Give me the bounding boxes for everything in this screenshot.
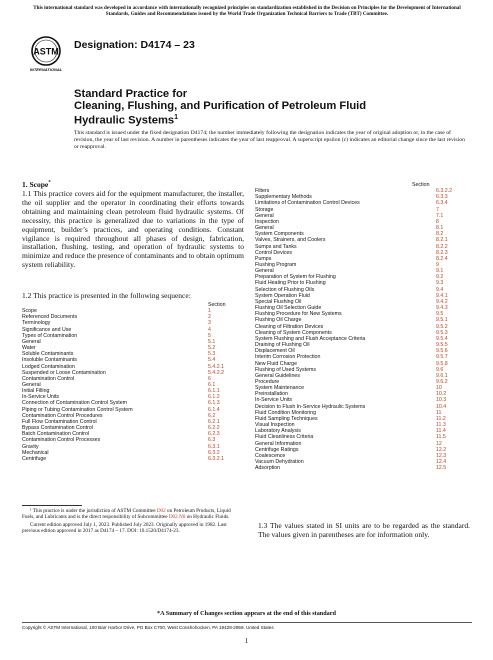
toc-title: Contamination Control Procedures (22, 412, 103, 419)
toc-title: General (22, 338, 41, 345)
toc-title: Vacuum Dehydration (255, 459, 304, 466)
toc-section-link[interactable]: 5.1 (208, 338, 216, 345)
toc-section-link[interactable]: 6.3.1 (208, 443, 220, 450)
paragraph-1-3: 1.3 The values stated in SI units are to be regarded as the standard. The values given in parentheses are for information only. (258, 521, 470, 539)
toc-section-link[interactable]: 8.2.2 (436, 243, 448, 250)
toc-section-link[interactable]: 6.1.2 (208, 394, 220, 401)
toc-title: Laboratory Analysis (255, 428, 301, 435)
toc-title: Scope (22, 308, 37, 315)
astm-logo-icon (28, 35, 64, 73)
scope-heading-sup: * (48, 180, 51, 186)
toc-section-link[interactable]: 12.5 (436, 465, 447, 472)
paragraph-1-1: 1.1 This practice covers aid for the equipment manufacturer, the installer, the oil supplier and the operator in coordinating their efforts towards obtaining and maintaining clean petroleum fluid hydraulic systems. Of necessity, this practice is generalized due to variations in the type of equipment, builder’s practices, and operating conditions. Constant vigilance is required throughout all phases of design, fabrication, installation, flushing, testing, and operation of hydraulic systems to minimize and reduce the presence of contaminants and to obtain optimum system reliability. (22, 189, 245, 270)
toc-title: Valves, Strainers, and Coolers (255, 237, 326, 244)
toc-title: Centrifuge Ratings (255, 446, 299, 453)
toc-title: In-Service Units (22, 394, 60, 401)
toc-section-link[interactable]: 6.3.2 (208, 449, 220, 456)
toc-title: Fluid Sampling Techniques (255, 415, 318, 422)
toc-section-link[interactable]: 8.2.3 (436, 249, 448, 256)
toc-title: Initial Filling (22, 388, 50, 395)
toc-title: Preinstallation (255, 391, 288, 398)
toc-section-link[interactable]: 6.3.4 (436, 200, 448, 207)
toc-row (255, 465, 472, 471)
toc-title: General (255, 212, 274, 219)
toc-title: New Fluid Charge (255, 360, 298, 367)
toc-title: Preparation of System for Flushing (255, 274, 336, 281)
footnote-1 (22, 508, 244, 521)
toc-title: Interim Corrosion Protection (255, 354, 321, 361)
designation: Designation: D4174 – 23 (74, 39, 195, 51)
toc-title: Displacement Oil (255, 348, 295, 355)
toc-section-link[interactable]: 9.4.2 (436, 298, 448, 305)
toc-section-link[interactable]: 12.2 (436, 446, 447, 453)
toc-section-link[interactable]: 7 (436, 206, 439, 213)
toc-section-link[interactable]: 11.3 (436, 422, 446, 429)
toc-title: Suspended or Loose Contamination (22, 369, 106, 376)
toc-section-link[interactable]: 9.5.7 (436, 354, 448, 361)
toc-title: Sumps and Tanks (255, 243, 297, 250)
toc-section-link[interactable]: 5.2 (208, 345, 216, 352)
toc-section-link[interactable]: 5.4 (208, 357, 216, 364)
toc-section-link[interactable]: 9.5.4 (436, 335, 448, 342)
toc-title: In-Service Units (255, 397, 293, 404)
toc-title: Centrifuge (22, 455, 47, 462)
toc-left (22, 302, 244, 462)
toc-title: General Information (255, 440, 302, 447)
toc-title: Supplementary Methods (255, 194, 312, 201)
toc-title: General (255, 225, 274, 232)
scope-heading-text: 1. Scope (22, 180, 49, 189)
title-line-1: Standard Practice for (74, 88, 188, 100)
toc-title: Full Flow Contamination Control (22, 418, 97, 425)
toc-section-link[interactable]: 9.5.1 (436, 317, 448, 324)
toc-title: Procedure (255, 378, 280, 385)
title-line-2: Cleaning, Flushing, and Purification of Petroleum Fluid (74, 100, 367, 112)
toc-section-link[interactable]: 9.6.1 (436, 372, 448, 379)
toc-section-link[interactable]: 8.2 (436, 231, 444, 238)
toc-title: Storage (255, 206, 274, 213)
toc-title: Connection of Contamination Control System (22, 400, 128, 407)
toc-title: Fluid Heating Prior to Flushing (255, 280, 326, 287)
toc-title: Batch Contamination Control (22, 431, 90, 438)
toc-title: Mechanical (22, 449, 49, 456)
toc-title: Terminology (22, 320, 51, 327)
toc-title: Contamination Control (22, 375, 75, 382)
toc-section-link[interactable]: 10.2 (436, 391, 447, 398)
toc-section-link[interactable]: 8.2.1 (436, 237, 448, 244)
committee-d02-link[interactable]: D02 (156, 508, 166, 514)
footnote-divider (22, 505, 82, 506)
toc-title: Decision to Flush In-Service Hydraulic Systems (255, 403, 366, 410)
toc-section-link[interactable]: 6.2.2 (208, 425, 220, 432)
toc-title: Water (22, 345, 36, 352)
paragraph-1-2: 1.2 This practice is presented in the following sequence: (22, 291, 191, 300)
toc-title: Special Flushing Oil (255, 298, 302, 305)
footnote-1-text-a: ¹ This practice is under the jurisdiction of ASTM Committee (30, 508, 157, 514)
toc-section-link[interactable]: 6.1 (208, 382, 216, 389)
toc-section-link[interactable]: 6.3 (208, 437, 216, 444)
toc-title: Lodged Contamination (22, 363, 75, 370)
toc-section-link[interactable]: 11.2 (436, 415, 446, 422)
toc-title: Significance and Use (22, 326, 72, 333)
toc-section-link[interactable]: 9.5.5 (436, 342, 448, 349)
toc-title: Visual Inspection (255, 422, 295, 429)
toc-section-link[interactable]: 9.5.6 (436, 348, 448, 355)
toc-title: Piping or Tubing Contamination Control System (22, 406, 133, 413)
toc-title: Cleaning of System Components (255, 329, 332, 336)
toc-title: General Guidelines (255, 372, 300, 379)
toc-section-link[interactable]: 9.4.3 (436, 305, 448, 312)
toc-section-link[interactable]: 10.3 (436, 397, 447, 404)
toc-section-link[interactable]: 9 (436, 262, 439, 269)
toc-title: Flushing Procedure for New Systems (255, 311, 342, 318)
toc-title: Flushing Oil Charge (255, 317, 302, 324)
toc-title: General (255, 268, 274, 275)
toc-section-link[interactable]: 10.4 (436, 403, 447, 410)
toc-section-link[interactable]: 11.4 (436, 428, 446, 435)
toc-section-link[interactable]: 4 (208, 326, 211, 333)
toc-section-link[interactable]: 9.4 (436, 286, 444, 293)
copyright: Copyright © ASTM International, 100 Barr Harbor Drive, PO Box C700, West Conshohocken, PA 19428-2959. United States (22, 622, 472, 630)
document-title (74, 88, 454, 127)
toc-section-link[interactable]: 9.5 (436, 311, 444, 318)
page-number: 1 (244, 637, 249, 645)
toc-title: System Maintenance (255, 385, 305, 392)
toc-section-link[interactable]: 8 (436, 218, 439, 225)
svg-text:ASTM: ASTM (33, 46, 59, 57)
tbt-notice: This international standard was developed in accordance with internationally recognized principles on standardization established in the Decision on Principles for the Development of International Standards, Guides and Recommendations issued by the World Trade Organization Technical Barriers to Trade (TBT) Committee. (33, 5, 461, 17)
toc-section-link[interactable]: 6.1.4 (208, 406, 220, 413)
toc-section-link[interactable]: 3 (208, 320, 211, 327)
toc-title: Coalescence (255, 452, 286, 459)
toc-title: Cleaning of Filtration Devices (255, 323, 324, 330)
toc-section-link[interactable]: 8.1 (436, 225, 444, 232)
toc-title: Filters (255, 188, 270, 195)
toc-section-link[interactable]: 9.6.2 (436, 378, 448, 385)
toc-title: System Operation Fluid (255, 292, 310, 299)
toc-title: Control Devices (255, 249, 293, 256)
toc-section-link[interactable]: 12.3 (436, 452, 447, 459)
toc-section-link[interactable]: 5 (208, 332, 211, 339)
toc-title: Selection of Flushing Oils (255, 286, 315, 293)
toc-right-header: Section (412, 182, 430, 188)
toc-title: System Components (255, 231, 304, 238)
toc-title: Inspection (255, 218, 279, 225)
toc-section-link[interactable]: 12 (436, 440, 442, 447)
toc-title: Referenced Documents (22, 314, 78, 321)
toc-section-link[interactable]: 6.3.2.2 (436, 188, 453, 195)
toc-section-link[interactable]: 6.2.1 (208, 418, 220, 425)
toc-section-link[interactable]: 9.4.1 (436, 292, 448, 299)
toc-title: Insoluble Contaminants (22, 357, 77, 364)
toc-section-link[interactable]: 9.6 (436, 366, 444, 373)
toc-section-link[interactable]: 12.4 (436, 459, 447, 466)
toc-section-link[interactable]: 10 (436, 385, 442, 392)
toc-title: Flushing Program (255, 262, 297, 269)
toc-section-link[interactable]: 6.2 (208, 412, 216, 419)
title-line-3 (74, 112, 454, 127)
toc-title: Soluble Contaminants (22, 351, 74, 358)
toc-section-link[interactable]: 9.5.2 (436, 323, 448, 330)
footnote-1-text-c: on Hydraulic Fluids. (185, 514, 230, 521)
toc-title: Contamination Control Processes (22, 437, 101, 444)
title-line-3-text: Hydraulic Systems (74, 114, 175, 127)
toc-title: Draining of Flushing Oil (255, 342, 310, 349)
toc-title: Pumps (255, 255, 272, 262)
preamble: This standard is issued under the fixed designation D4174; the number immediately following the designation indicates the year of original adoption or, in the case of revision, the year of last revision. A number in parentheses indicates the year of last reapproval. A superscript epsilon (ε) indicates an editorial change since the last revision or reapproval. (74, 130, 465, 150)
toc-title: Flushing Oil Selection Guide (255, 305, 322, 312)
toc-right (255, 182, 472, 471)
toc-title: General (22, 382, 41, 389)
toc-title: Types of Contamination (22, 332, 78, 339)
toc-section-link[interactable]: 6.3.3 (436, 194, 448, 201)
toc-row (22, 456, 244, 462)
toc-section-link[interactable]: 5.4.2.1 (208, 363, 225, 370)
logo-wordmark: INTERNATIONAL (29, 67, 63, 72)
toc-title: Fluid Condition Monitoring (255, 409, 316, 416)
toc-section-link[interactable]: 9.3 (436, 280, 444, 287)
toc-section-link[interactable]: 9.2 (436, 274, 444, 281)
toc-section-link[interactable]: 2 (208, 314, 211, 321)
footnote-1-text-b: on Petroleum Products, Liquid Fuels, and Lubricants and is the direct responsibility of Subcommittee (22, 508, 231, 521)
title-footnote-ref: 1 (174, 114, 179, 121)
toc-right-rows (255, 182, 472, 471)
summary-note: *A Summary of Changes section appears at the end of this standard (157, 610, 336, 617)
toc-section-link[interactable]: 11 (436, 409, 442, 416)
toc-left-header: Section (208, 302, 226, 308)
toc-title: Bypass Contamination Control (22, 425, 93, 432)
toc-section-link[interactable]: 6.2.3 (208, 431, 220, 438)
toc-title: System Flushing and Flush Acceptance Criteria (255, 335, 366, 342)
toc-section-link[interactable]: 9.5.8 (436, 360, 448, 367)
scope-heading (22, 180, 51, 189)
toc-section-link[interactable]: 11.5 (436, 434, 446, 441)
footnotes (22, 508, 244, 535)
toc-section-link[interactable]: 9.5.3 (436, 329, 448, 336)
toc-section-link[interactable]: 5.4.2.2 (208, 369, 225, 376)
toc-title: Limitations of Contamination Control Devices (255, 200, 360, 207)
toc-section-link[interactable]: 6.1.3 (208, 400, 220, 407)
toc-title: Fluid Cleanliness Criteria (255, 434, 314, 441)
toc-section-link[interactable]: 6 (208, 375, 211, 382)
toc-section-link[interactable]: 6.3.2.1 (208, 455, 225, 462)
toc-left-rows (22, 302, 244, 462)
toc-title: Gravity (22, 443, 39, 450)
toc-section-link[interactable]: 9.1 (436, 268, 444, 275)
toc-section-link[interactable]: 5.3 (208, 351, 216, 358)
toc-section-link[interactable]: 7.1 (436, 212, 444, 219)
footnote-2: Current edition approved July 1, 2023. Published July 2023. Originally approved in 1982. Last previous edition approved in 2017 as D4174 – 17. DOI: 10.1520/D4174-23. (22, 521, 227, 534)
toc-title: Flushing of Used Systems (255, 366, 316, 373)
toc-section-link[interactable]: 1 (208, 308, 211, 315)
subcommittee-d02n0-link[interactable]: D02.N0 (168, 514, 186, 521)
toc-section-link[interactable]: 6.1.1 (208, 388, 220, 395)
toc-title: Adsorption (255, 465, 281, 472)
toc-section-link[interactable]: 8.2.4 (436, 255, 448, 262)
